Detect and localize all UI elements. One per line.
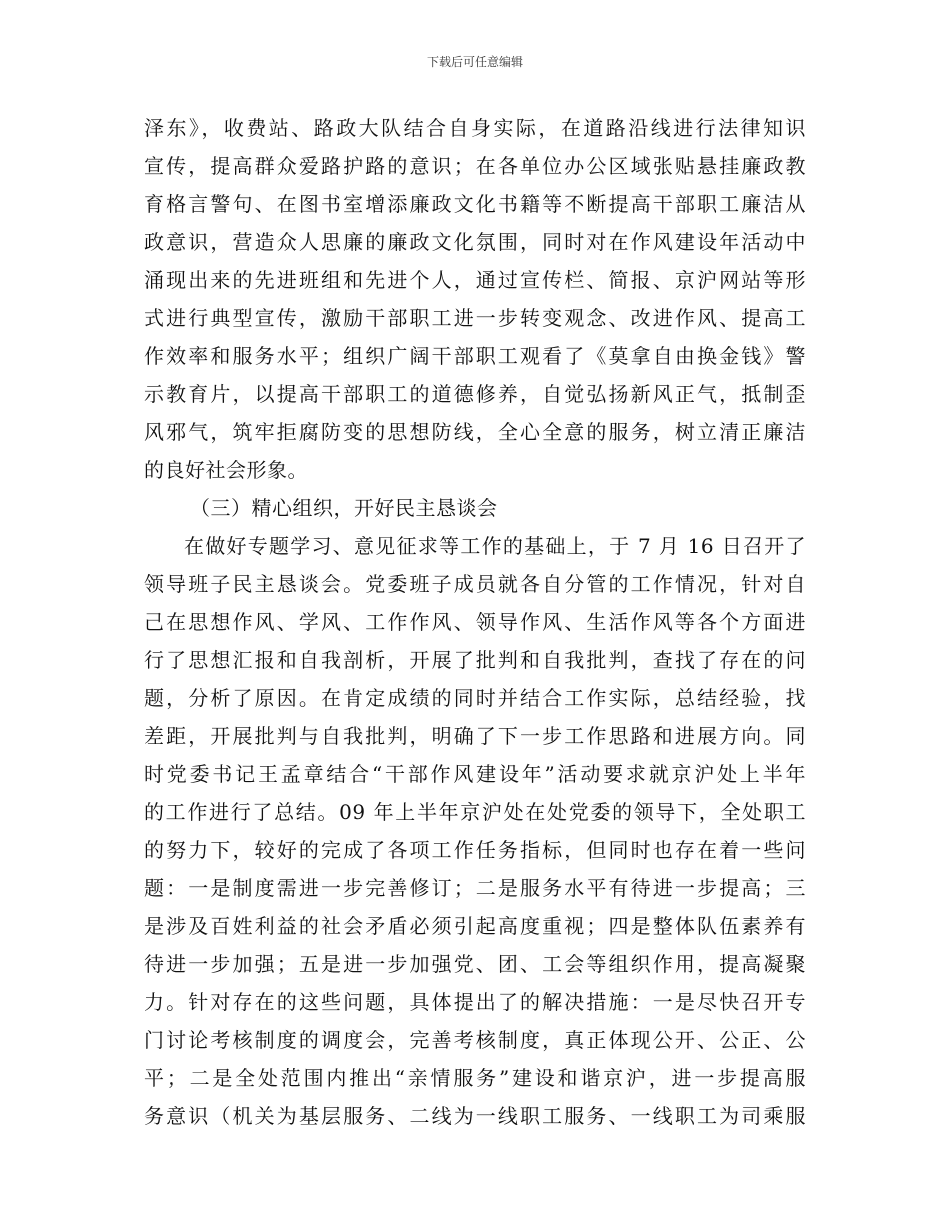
body-line: 的工作进行了总结。09 年上半年京沪处在处党委的领导下，全处职工 (144, 800, 806, 824)
document-body (144, 109, 806, 1135)
body-line: 差距，开展批判与自我批判，明确了下一步工作思路和进展方向。同 (144, 724, 806, 748)
body-line: 作效率和服务水平；组织广阔干部职工观看了《莫拿自由换金钱》警 (144, 344, 806, 368)
body-line: 力。针对存在的这些问题，具体提出了的解决措施：一是尽快召开专 (144, 990, 806, 1014)
body-line: 宣传，提高群众爱路护路的意识；在各单位办公区域张贴悬挂廉政教 (144, 154, 806, 178)
body-line: 己在思想作风、学风、工作作风、领导作风、生活作风等各个方面进 (144, 610, 806, 634)
body-line: 泽东》，收费站、路政大队结合自身实际，在道路沿线进行法律知识 (144, 116, 806, 140)
body-line: 待进一步加强；五是进一步加强党、团、工会等组织作用，提高凝聚 (144, 952, 806, 976)
body-line: 在做好专题学习、意见征求等工作的基础上，于 7 月 16 日召开了 (184, 534, 806, 558)
body-line: 务意识（机关为基层服务、二线为一线职工服务、一线职工为司乘服 (144, 1104, 806, 1128)
body-line: 时党委书记王孟章结合“干部作风建设年”活动要求就京沪处上半年 (144, 762, 806, 786)
body-line: 平；二是全处范围内推出“亲情服务”建设和谐京沪，进一步提高服 (144, 1066, 806, 1090)
body-line: 育格言警句、在图书室增添廉政文化书籍等不断提高干部职工廉洁从 (144, 192, 806, 216)
body-line: 涌现出来的先进班组和先进个人，通过宣传栏、简报、京沪网站等形 (144, 268, 806, 292)
body-line: 领导班子民主恳谈会。党委班子成员就各自分管的工作情况，针对自 (144, 572, 806, 596)
body-line: 行了思想汇报和自我剖析，开展了批判和自我批判，查找了存在的问 (144, 648, 806, 672)
body-line: 题：一是制度需进一步完善修订；二是服务水平有待进一步提高；三 (144, 876, 806, 900)
body-line: 政意识，营造众人思廉的廉政文化氛围，同时对在作风建设年活动中 (144, 230, 806, 254)
body-line: 的努力下，较好的完成了各项工作任务指标，但同时也存在着一些问 (144, 838, 806, 862)
body-line: 题，分析了原因。在肯定成绩的同时并结合工作实际，总结经验，找 (144, 686, 806, 710)
body-line: 式进行典型宣传，激励干部职工进一步转变观念、改进作风、提高工 (144, 306, 806, 330)
body-line: 是涉及百姓利益的社会矛盾必须引起高度重视；四是整体队伍素养有 (144, 914, 806, 938)
body-line: 风邪气，筑牢拒腐防变的思想防线，全心全意的服务，树立清正廉洁 (144, 420, 806, 444)
section-heading: （三）精心组织，开好民主恳谈会 (190, 496, 498, 520)
body-line: 门讨论考核制度的调度会，完善考核制度，真正体现公开、公正、公 (144, 1028, 806, 1052)
body-line: 示教育片，以提高干部职工的道德修养，自觉弘扬新风正气，抵制歪 (144, 382, 806, 406)
body-line: 的良好社会形象。 (144, 458, 308, 482)
page-header: 下载后可任意编辑 (426, 55, 523, 69)
